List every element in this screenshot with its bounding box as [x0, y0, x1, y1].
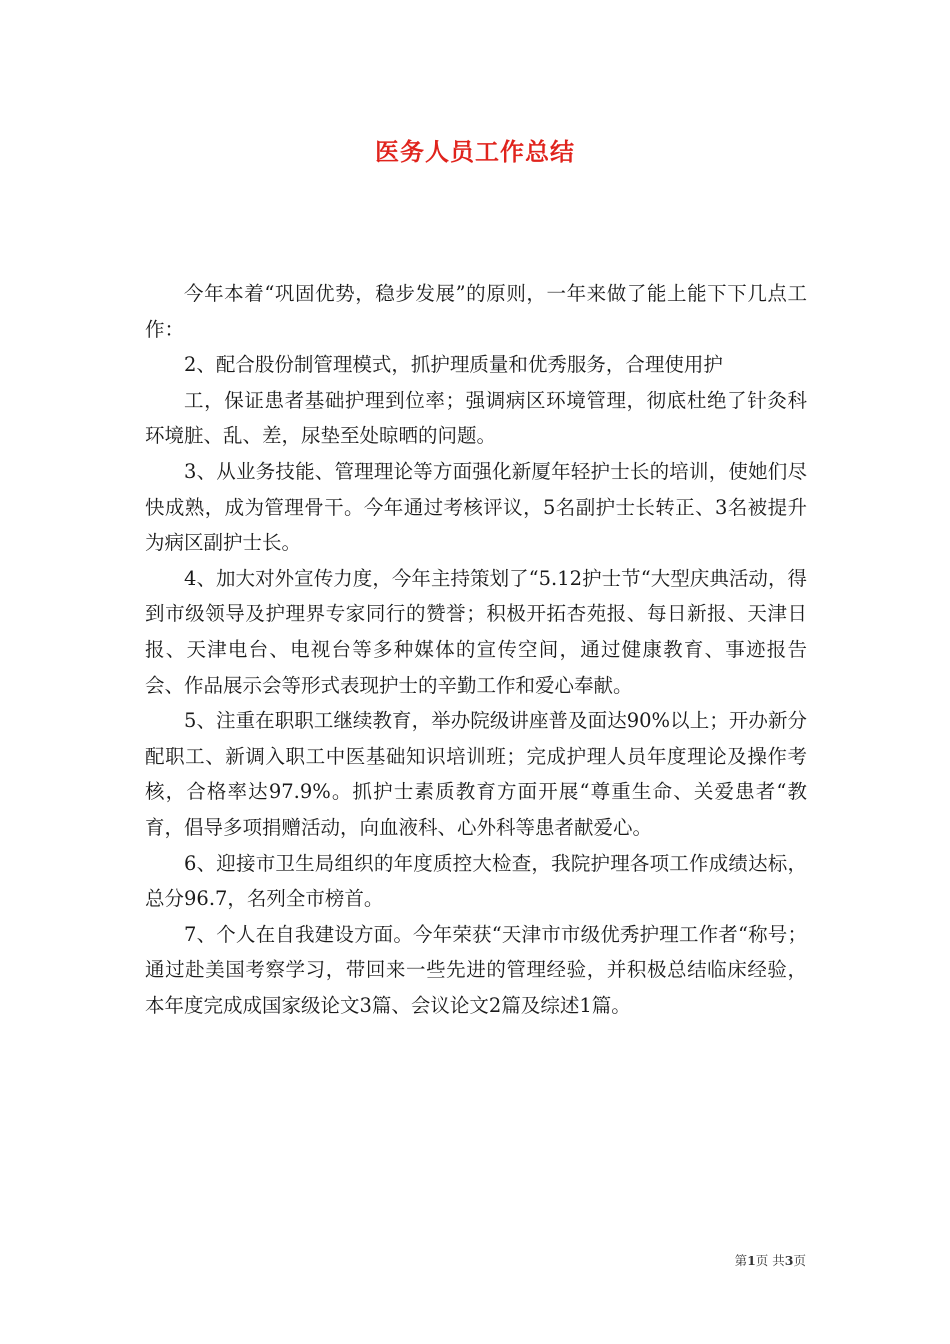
paragraph-item-7: 7、个人在自我建设方面。今年荣获“天津市市级优秀护理工作者“称号；通过赴美国考察学习，带回来一些先进的管理经验，并积极总结临床经验，本年度完成成国家级论文3篇、会议论文2篇及综述1篇。: [145, 922, 807, 1017]
document-title: 医务人员工作总结: [375, 137, 575, 166]
paragraph-item-2: 2、配合股份制管理模式，抓护理质量和优秀服务，合理使用护: [184, 353, 723, 377]
document-body: [145, 276, 807, 1023]
page-number-footer: [735, 1251, 806, 1269]
paragraph-item-3: 3、从业务技能、管理理论等方面强化新厦年轻护士长的培训，使她们尽快成熟，成为管理骨干。今年通过考核评议，5名副护士长转正、3名被提升为病区副护士长。: [145, 459, 807, 555]
footer-prefix: 第: [734, 1253, 748, 1268]
current-page-number: 1: [747, 1253, 756, 1268]
paragraph-intro: 今年本着“巩固优势，稳步发展”的原则，一年来做了能上能下下几点工作：: [145, 282, 807, 341]
paragraph-item-2-continued: 工，保证患者基础护理到位率；强调病区环境管理，彻底杜绝了针灸科环境脏、乱、差，尿垫至处晾晒的问题。: [145, 388, 807, 448]
total-pages-number: 3: [784, 1253, 794, 1268]
paragraph-item-4: 4、加大对外宣传力度，今年主持策划了“5.12护士节“大型庆典活动，得到市级领导及护理界专家同行的赞誉；积极开拓杏苑报、每日新报、天津日报、天津电台、电视台等多种媒体的宣传空间，通过健康教育、事迹报告会、作品展示会等形式表现护士的辛勤工作和爱心奉献。: [145, 566, 807, 697]
paragraph-item-6: 6、迎接市卫生局组织的年度质控大检查，我院护理各项工作成绩达标，总分96.7，名列全市榜首。: [145, 851, 807, 911]
footer-middle: 页 共: [755, 1253, 785, 1268]
paragraph-item-5: 5、注重在职职工继续教育，举办院级讲座普及面达90%以上；开办新分配职工、新调入职工中医基础知识培训班；完成护理人员年度理论及操作考核，合格率达97.9%。抓护士素质教育方面开展“尊重生命、关爱患者“教育，倡导多项捐赠活动，向血液科、心外科等患者献爱心。: [145, 709, 807, 839]
footer-suffix: 页: [793, 1253, 806, 1268]
